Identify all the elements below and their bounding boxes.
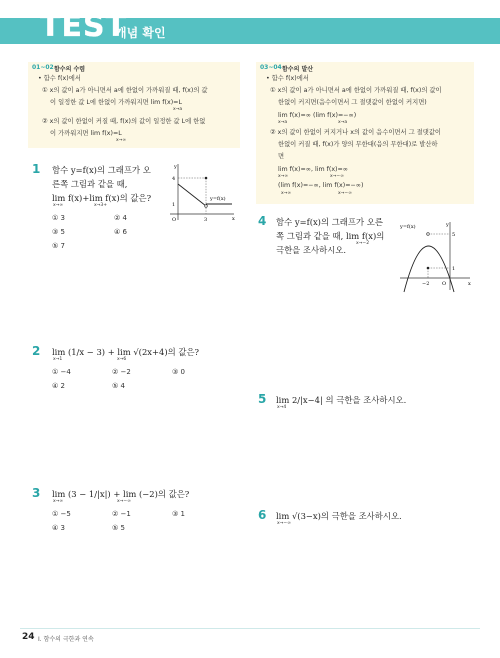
- answer-option[interactable]: ④ 3: [52, 524, 65, 532]
- box-line: 한없이 커질 때, f(x)가 양의 무한대(음의 무한대)로 발산하: [278, 141, 438, 148]
- answer-option[interactable]: ⑤ 7: [52, 242, 65, 250]
- box-line: 이 일정한 값 L에 한없이 가까워지면 lim f(x)=L: [50, 99, 182, 106]
- box-line: • 함수 f(x)에서: [266, 75, 309, 82]
- filled-point: [205, 177, 208, 180]
- question-text: 극한을 조사하시오.: [276, 245, 347, 255]
- page-header: [0, 0, 500, 44]
- box-line: ① x의 값이 a가 아니면서 a에 한없이 가까워질 때, f(x)의 값: [42, 87, 208, 94]
- answer-option[interactable]: ③ 1: [172, 510, 185, 518]
- box-line: (lim f(x)=−∞, lim f(x)=−∞): [278, 182, 364, 189]
- question-text: lim √(3−x)의 극한을 조사하시오.: [276, 511, 402, 521]
- graph-label: y=f(x): [400, 224, 416, 230]
- question-text: lim 2/|x−4| 의 극한을 조사하시오.: [276, 395, 407, 405]
- graph-segment: [178, 184, 206, 206]
- question-text: lim (1/x − 3) + lim √(2x+4)의 값은?: [52, 347, 200, 357]
- footer-divider: [20, 628, 480, 629]
- lim-subscript: x→∞: [53, 499, 64, 504]
- lim-subscript: x→4: [277, 405, 287, 410]
- graph-label: O: [172, 217, 177, 223]
- answer-option[interactable]: ② −1: [112, 510, 131, 518]
- page-number: 24: [22, 632, 35, 642]
- graph-label: −2: [422, 281, 430, 287]
- lim-subscript: x→3+: [94, 203, 108, 208]
- open-point: [205, 205, 208, 208]
- graph-label: 1: [172, 202, 176, 208]
- lim-subscript: x→6: [117, 357, 127, 362]
- box-title: 함수의 발산: [282, 66, 314, 73]
- lim-subscript: x→a: [173, 107, 183, 112]
- answer-option[interactable]: ③ 0: [172, 368, 185, 376]
- q1-graph: [166, 160, 238, 224]
- question-number: 4: [258, 214, 267, 228]
- question-number: 1: [32, 162, 41, 176]
- graph-label: y: [446, 222, 449, 228]
- question-number: 5: [258, 392, 267, 406]
- question-text: 쪽 그림과 같을 때, lim f(x)의: [276, 231, 385, 241]
- box-line: 한없이 커지면(음수이면서 그 절댓값이 한없이 커지면): [278, 99, 427, 106]
- graph-label: x: [468, 281, 471, 287]
- question-number: 3: [32, 486, 41, 500]
- box-line: lim f(x)=∞, lim f(x)=∞: [278, 166, 349, 173]
- question-text: 른쪽 그림과 같을 때,: [52, 179, 128, 189]
- lim-subscript: x→∞: [53, 203, 64, 208]
- lim-subscript: x→−∞: [330, 174, 344, 179]
- q4-graph: [398, 218, 474, 294]
- box-line: lim f(x)=∞ (lim f(x)=−∞): [278, 112, 357, 119]
- graph-label: O: [442, 281, 447, 287]
- box-line: ② x의 값이 한없이 커질 때, f(x)의 값이 일정한 값 L에 한없: [42, 118, 206, 125]
- graph-label: y: [174, 164, 177, 170]
- question-text: lim (3 − 1/|x|) + lim (−2)의 값은?: [52, 489, 190, 499]
- concept-box-divergence: [256, 62, 474, 204]
- answer-option[interactable]: ③ 5: [52, 228, 65, 236]
- graph-label: 3: [204, 217, 208, 223]
- question-number: 6: [258, 508, 267, 522]
- box-tag: 01~02: [32, 64, 54, 71]
- graph-label: 5: [452, 232, 456, 238]
- test-subtitle: 개념 확인: [115, 26, 166, 40]
- lim-subscript: x→∞: [116, 138, 127, 143]
- answer-option[interactable]: ② −2: [112, 368, 131, 376]
- answer-option[interactable]: ⑤ 4: [112, 382, 125, 390]
- graph-label: x: [232, 216, 235, 222]
- box-line: ① x의 값이 a가 아니면서 a에 한없이 가까워질 때, f(x)의 값이: [270, 87, 442, 94]
- answer-option[interactable]: ① −5: [52, 510, 71, 518]
- box-line: 이 가까워지면 lim f(x)=L: [50, 130, 122, 137]
- lim-subscript: x→∞: [281, 191, 292, 196]
- answer-option[interactable]: ① −4: [52, 368, 71, 376]
- question-number: 2: [32, 344, 41, 358]
- graph-label: y=f(x): [210, 196, 226, 202]
- lim-subscript: x→a: [338, 120, 348, 125]
- filled-point: [427, 267, 430, 270]
- box-tag: 03~04: [260, 64, 282, 71]
- question-text: 함수 y=f(x)의 그래프가 오: [52, 165, 151, 175]
- graph-label: 1: [452, 266, 456, 272]
- answer-option[interactable]: ④ 2: [52, 382, 65, 390]
- answer-option[interactable]: ⑤ 5: [112, 524, 125, 532]
- lim-subscript: x→1: [53, 357, 63, 362]
- answer-option[interactable]: ④ 6: [114, 228, 127, 236]
- answer-option[interactable]: ① 3: [52, 214, 65, 222]
- test-title: TEST: [40, 9, 128, 44]
- open-point: [427, 233, 430, 236]
- question-text: 함수 y=f(x)의 그래프가 오른: [276, 217, 383, 227]
- chapter-label: Ⅰ. 함수의 극한과 연속: [38, 636, 94, 643]
- box-line: ② x의 값이 한없이 커지거나 x의 값이 음수이면서 그 절댓값이: [270, 129, 442, 136]
- box-line: 면: [278, 153, 285, 160]
- lim-subscript: x→−∞: [117, 499, 131, 504]
- lim-subscript: x→a: [278, 120, 288, 125]
- lim-subscript: x→∞: [278, 174, 289, 179]
- box-line: • 함수 f(x)에서: [38, 75, 81, 82]
- lim-subscript: x→−∞: [338, 191, 352, 196]
- lim-subscript: x→−∞: [277, 521, 291, 526]
- box-title: 함수의 수렴: [54, 66, 86, 73]
- concept-box-convergence: [28, 62, 240, 148]
- graph-label: 4: [172, 176, 176, 182]
- lim-subscript: x→−2: [356, 241, 370, 246]
- answer-option[interactable]: ② 4: [114, 214, 127, 222]
- question-text: lim f(x)+lim f(x)의 값은?: [52, 193, 152, 203]
